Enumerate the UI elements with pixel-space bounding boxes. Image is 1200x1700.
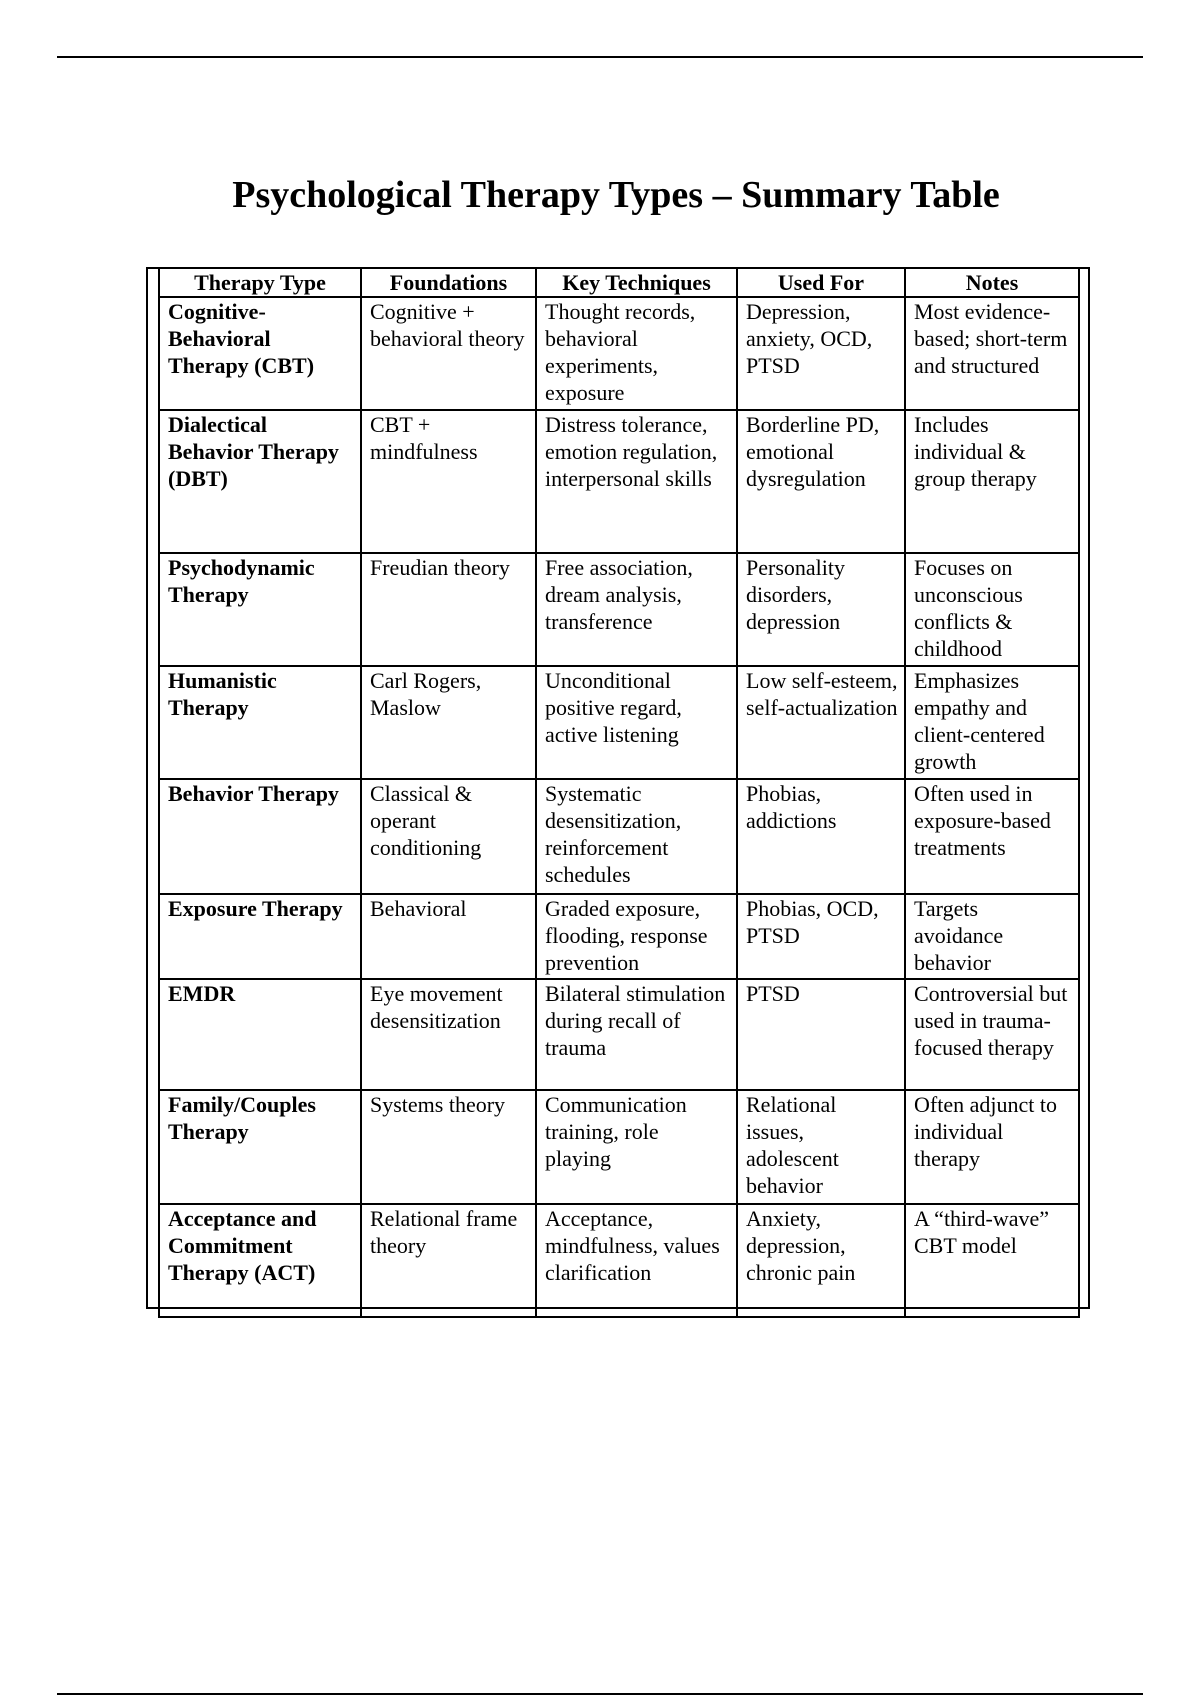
cell-notes: Targets avoidance behavior: [905, 894, 1079, 979]
cell-notes: Often used in exposure-based treatments: [905, 779, 1079, 894]
table-row: [159, 553, 1079, 666]
cell-key-techniques: Systematic desensitization, reinforcement schedules: [536, 779, 737, 894]
top-rule: [57, 56, 1143, 58]
cell-foundations: Freudian theory: [361, 553, 536, 666]
cell-notes: Controversial but used in trauma-focused therapy: [905, 979, 1079, 1090]
page-title: Psychological Therapy Types – Summary Table: [232, 174, 1000, 216]
cell-therapy-type: Behavior Therapy: [159, 779, 361, 894]
therapy-summary-table: [158, 267, 1080, 1318]
cell-used-for: PTSD: [737, 979, 905, 1090]
cell-foundations: Carl Rogers, Maslow: [361, 666, 536, 779]
table-row: [159, 894, 1079, 979]
header-foundations: Foundations: [361, 268, 536, 297]
cell-therapy-type: Humanistic Therapy: [159, 666, 361, 779]
cell-therapy-type: Dialectical Behavior Therapy (DBT): [159, 410, 361, 553]
table-row: [159, 779, 1079, 894]
cell-key-techniques: Communication training, role playing: [536, 1090, 737, 1204]
cell-notes: A “third-wave” CBT model: [905, 1204, 1079, 1317]
cell-foundations: Eye movement desensitization: [361, 979, 536, 1090]
cell-used-for: Phobias, addictions: [737, 779, 905, 894]
cell-used-for: Phobias, OCD, PTSD: [737, 894, 905, 979]
table-row: [159, 1204, 1079, 1317]
cell-used-for: Low self-esteem, self-actualization: [737, 666, 905, 779]
cell-therapy-type: Psychodynamic Therapy: [159, 553, 361, 666]
table-row: [159, 297, 1079, 410]
cell-foundations: CBT + mindfulness: [361, 410, 536, 553]
bottom-rule: [57, 1693, 1143, 1695]
cell-used-for: Personality disorders, depression: [737, 553, 905, 666]
cell-notes: Focuses on unconscious conflicts & childhood: [905, 553, 1079, 666]
cell-key-techniques: Unconditional positive regard, active listening: [536, 666, 737, 779]
cell-foundations: Classical & operant conditioning: [361, 779, 536, 894]
cell-therapy-type: Exposure Therapy: [159, 894, 361, 979]
cell-used-for: Anxiety, depression, chronic pain: [737, 1204, 905, 1317]
cell-key-techniques: Free association, dream analysis, transference: [536, 553, 737, 666]
table-row: [159, 1090, 1079, 1204]
cell-used-for: Relational issues, adolescent behavior: [737, 1090, 905, 1204]
cell-foundations: Cognitive + behavioral theory: [361, 297, 536, 410]
cell-key-techniques: Bilateral stimulation during recall of trauma: [536, 979, 737, 1090]
cell-foundations: Behavioral: [361, 894, 536, 979]
cell-therapy-type: Family/Couples Therapy: [159, 1090, 361, 1204]
cell-notes: Often adjunct to individual therapy: [905, 1090, 1079, 1204]
header-key-techniques: Key Techniques: [536, 268, 737, 297]
cell-foundations: Systems theory: [361, 1090, 536, 1204]
cell-therapy-type: Cognitive-Behavioral Therapy (CBT): [159, 297, 361, 410]
cell-notes: Most evidence-based; short-term and structured: [905, 297, 1079, 410]
cell-used-for: Depression, anxiety, OCD, PTSD: [737, 297, 905, 410]
table-header-row: [159, 268, 1079, 297]
header-used-for: Used For: [737, 268, 905, 297]
cell-therapy-type: EMDR: [159, 979, 361, 1090]
cell-key-techniques: Acceptance, mindfulness, values clarification: [536, 1204, 737, 1317]
header-therapy-type: Therapy Type: [159, 268, 361, 297]
cell-notes: Includes individual & group therapy: [905, 410, 1079, 553]
table-row: [159, 666, 1079, 779]
cell-foundations: Relational frame theory: [361, 1204, 536, 1317]
table-row: [159, 979, 1079, 1090]
cell-key-techniques: Graded exposure, flooding, response prevention: [536, 894, 737, 979]
header-notes: Notes: [905, 268, 1079, 297]
table-row: [159, 410, 1079, 553]
cell-key-techniques: Distress tolerance, emotion regulation, interpersonal skills: [536, 410, 737, 553]
cell-key-techniques: Thought records, behavioral experiments, exposure: [536, 297, 737, 410]
cell-used-for: Borderline PD, emotional dysregulation: [737, 410, 905, 553]
cell-therapy-type: Acceptance and Commitment Therapy (ACT): [159, 1204, 361, 1317]
cell-notes: Emphasizes empathy and client-centered growth: [905, 666, 1079, 779]
